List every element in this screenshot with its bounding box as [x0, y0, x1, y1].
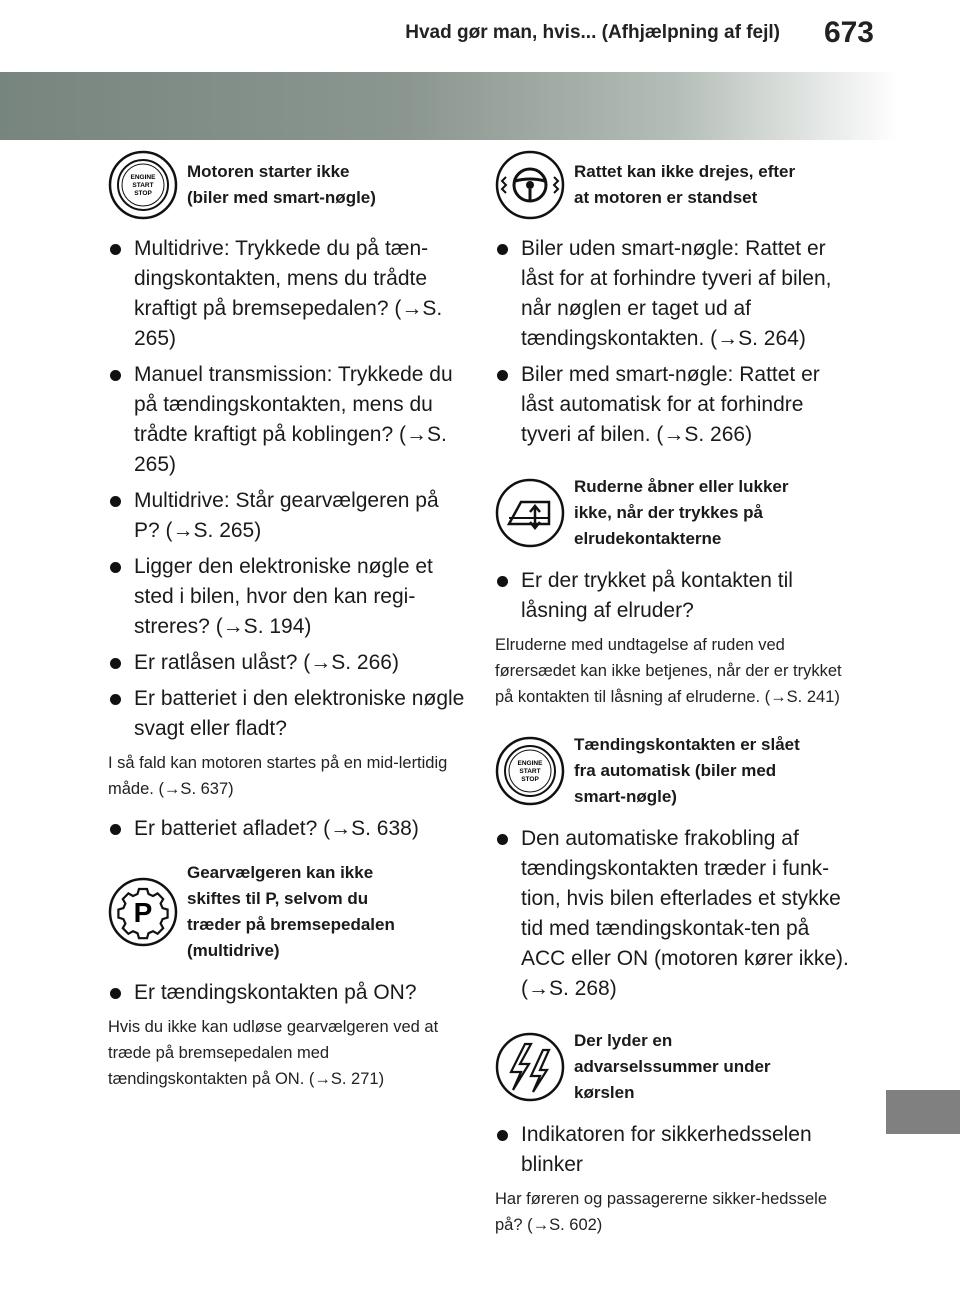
page-number: 673 [823, 16, 874, 49]
engine-start-stop-icon [108, 150, 178, 220]
section-title-line: Rattet kan ikke drejes, efter [574, 162, 796, 181]
page-title: Hvad gør man, hvis... (Afhjælpning af fejl) [405, 22, 780, 43]
note-text: Elruderne med undtagelse af ruden ved førersædet kan ikke betjenes, når der er trykket på kontakten til låsning af elruderne. (→S. 241) [495, 636, 842, 706]
list-item: Er ratlåsen ulåst? (→S. 266) [108, 648, 468, 678]
section-title-line: (biler med smart-nøgle) [187, 188, 376, 207]
section-title-line: at motoren er standset [574, 188, 758, 207]
section-title-line: ikke, når der trykkes på [574, 503, 764, 522]
list-item: Manuel transmission: Trykkede du på tændingskontakten, mens du trådte kraftigt på koblingen? (→S. 265) [108, 360, 468, 480]
section-heading-gear-selector [108, 860, 468, 964]
engine-icon-text-1: ENGINE [517, 760, 543, 767]
list-item: Er der trykket på kontakten til låsning af elruder? [495, 566, 855, 626]
engine-icon-text-1: ENGINE [130, 174, 156, 181]
list-item: Biler uden smart-nøgle: Rattet er låst for at forhindre tyveri af bilen, når nøglen er taget ud af tændingskontakten. (→S. 264) [495, 234, 855, 354]
section-title-line: Der lyder en [574, 1031, 673, 1050]
section-heading-warning-buzzer [495, 1028, 855, 1106]
steering-lock-icon [495, 150, 565, 220]
section-title-line: elrudekontakterne [574, 529, 722, 548]
note-text: Har føreren og passagererne sikker-hedssele på? (→S. 602) [495, 1190, 827, 1234]
engine-start-stop-icon [495, 736, 565, 806]
list-item: Er tændingskontakten på ON? [108, 978, 468, 1008]
list-item: Multidrive: Trykkede du på tæn-dingskontakten, mens du trådte kraftigt på bremsepedalen? (→S. 265) [108, 234, 468, 354]
power-window-icon [495, 478, 565, 548]
gear-icon-letter: P [133, 897, 153, 928]
engine-icon-text-3: STOP [521, 776, 539, 783]
list-item: Er batteriet i den elektroniske nøgle svagt eller fladt? [108, 684, 468, 744]
chapter-tab [886, 1090, 960, 1134]
engine-icon-text-2: START [519, 768, 541, 775]
section-title-line: kørslen [574, 1083, 635, 1102]
right-column [495, 150, 855, 1250]
section-title-line: Ruderne åbner eller lukker [574, 477, 789, 496]
list-item: Multidrive: Står gearvælgeren på P? (→S. 265) [108, 486, 468, 546]
section-title-line: træder på bremsepedalen [187, 915, 395, 934]
section-title-line: (multidrive) [187, 941, 280, 960]
section-title-line: skiftes til P, selvom du [187, 889, 369, 908]
section-heading-auto-power-off [495, 732, 855, 810]
section-title-line: Tændingskontakten er slået [574, 735, 800, 754]
section-heading-power-windows [495, 474, 855, 552]
engine-icon-text-3: STOP [134, 190, 152, 197]
warning-buzzer-icon [495, 1032, 565, 1102]
list-item: Ligger den elektroniske nøgle et sted i bilen, hvor den kan regi-streres? (→S. 194) [108, 552, 468, 642]
section-title-line: smart-nøgle) [574, 787, 677, 806]
note-text: I så fald kan motoren startes på en mid-lertidig måde. (→S. 637) [108, 754, 448, 798]
section-title-line: fra automatisk (biler med [574, 761, 777, 780]
section-title-line: Motoren starter ikke [187, 162, 350, 181]
list-item: Biler med smart-nøgle: Rattet er låst automatisk for at forhindre tyveri af bilen. (→S. 266) [495, 360, 855, 450]
gear-p-icon [108, 877, 178, 947]
left-column [108, 150, 468, 1104]
list-item: Den automatiske frakobling af tændingskontakten træder i funk-tion, hvis bilen efterlades et stykke tid med tændingskontak-ten på ACC eller ON (motoren kører ikke). (→S. 268) [495, 824, 855, 1004]
section-heading-engine-not-starting [108, 150, 468, 220]
section-title-line: advarselssummer under [574, 1057, 771, 1076]
note-text: Hvis du ikke kan udløse gearvælgeren ved at træde på bremsepedalen med tændingskontakten på ON. (→S. 271) [108, 1018, 439, 1088]
list-item: Er batteriet afladet? (→S. 638) [108, 814, 468, 844]
header-band [0, 72, 900, 140]
section-title-line: Gearvælgeren kan ikke [187, 863, 374, 882]
section-heading-steering-lock [495, 150, 855, 220]
engine-icon-text-2: START [132, 182, 154, 189]
list-item: Indikatoren for sikkerhedsselen blinker [495, 1120, 855, 1180]
